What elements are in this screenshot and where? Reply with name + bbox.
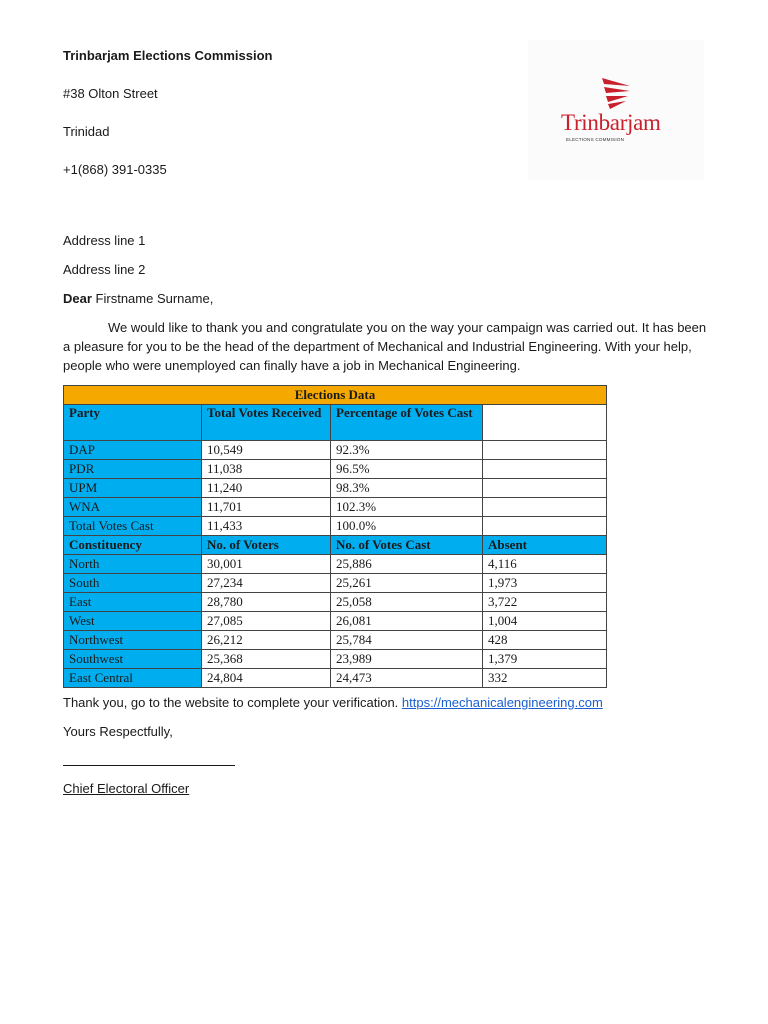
table-cell: 3,722	[483, 593, 607, 612]
table-cell: 10,549	[202, 441, 331, 460]
sign-off: Yours Respectfully,	[63, 724, 173, 739]
table-row	[64, 593, 607, 612]
table-row	[64, 460, 607, 479]
table-cell: 26,212	[202, 631, 331, 650]
table-title: Elections Data	[64, 386, 607, 405]
table-row	[64, 555, 607, 574]
table-cell: 23,989	[331, 650, 483, 669]
recipient-address-line-2: Address line 2	[63, 262, 146, 277]
table-cell: Northwest	[64, 631, 202, 650]
table-cell: Southwest	[64, 650, 202, 669]
logo-subtitle: ELECTIONS COMMISION	[566, 137, 625, 142]
recipient-address-line-1: Address line 1	[63, 233, 146, 248]
table-cell: 25,784	[331, 631, 483, 650]
table-cell: 27,085	[202, 612, 331, 631]
constituency-header-cell: No. of Voters	[202, 536, 331, 555]
table-cell: 92.3%	[331, 441, 483, 460]
logo-wordmark: Trinbarjam	[561, 110, 661, 135]
commission-logo	[528, 40, 704, 180]
body-paragraph	[63, 318, 713, 375]
table-row	[64, 517, 607, 536]
table-cell: 24,473	[331, 669, 483, 688]
table-cell: WNA	[64, 498, 202, 517]
verification-text: Thank you, go to the website to complete your verification.	[63, 695, 399, 710]
table-cell: East Central	[64, 669, 202, 688]
table-cell: 1,379	[483, 650, 607, 669]
table-cell	[483, 479, 607, 498]
party-header-cell: Total Votes Received	[202, 405, 331, 441]
table-cell: 28,780	[202, 593, 331, 612]
table-row	[64, 441, 607, 460]
table-cell: Total Votes Cast	[64, 517, 202, 536]
table-cell: 1,004	[483, 612, 607, 631]
signer-title: Chief Electoral Officer	[63, 781, 190, 796]
table-row	[64, 669, 607, 688]
party-header-row	[64, 405, 607, 441]
table-cell: 30,001	[202, 555, 331, 574]
constituency-header-cell: Constituency	[64, 536, 202, 555]
body-paragraph-text: We would like to thank you and congratulate you on the way your campaign was carried out. It has been a pleasure for you to be the head of the department of Mechanical and Industrial Engineering. With your help, people who were unemployed can finally have a job in Mechanical Engineering.	[63, 320, 707, 373]
table-row	[64, 650, 607, 669]
table-cell: 1,973	[483, 574, 607, 593]
sender-street: #38 Olton Street	[63, 86, 158, 101]
party-header-cell: Party	[64, 405, 202, 441]
salutation-name: Firstname Surname,	[95, 291, 214, 306]
table-cell: PDR	[64, 460, 202, 479]
table-cell: South	[64, 574, 202, 593]
table-cell: 25,261	[331, 574, 483, 593]
party-header-cell	[483, 405, 607, 441]
signature-line	[63, 757, 235, 766]
constituency-header-cell: Absent	[483, 536, 607, 555]
verification-line	[63, 695, 603, 710]
verification-link[interactable]: https://mechanicalengineering.com	[401, 695, 603, 710]
table-cell: 4,116	[483, 555, 607, 574]
table-row	[64, 631, 607, 650]
elections-data-table	[63, 385, 607, 688]
table-cell: 11,038	[202, 460, 331, 479]
table-cell: 11,433	[202, 517, 331, 536]
table-cell: 25,058	[331, 593, 483, 612]
table-cell: 98.3%	[331, 479, 483, 498]
table-cell: 24,804	[202, 669, 331, 688]
constituency-header-row	[64, 536, 607, 555]
table-cell: West	[64, 612, 202, 631]
table-cell: North	[64, 555, 202, 574]
table-cell: 25,368	[202, 650, 331, 669]
table-row	[64, 574, 607, 593]
table-cell	[483, 498, 607, 517]
table-cell: 96.5%	[331, 460, 483, 479]
constituency-header-cell: No. of Votes Cast	[331, 536, 483, 555]
table-cell	[483, 517, 607, 536]
table-title-row	[64, 386, 607, 405]
flag-emblem-icon	[600, 76, 632, 110]
table-cell: 11,701	[202, 498, 331, 517]
table-cell: 27,234	[202, 574, 331, 593]
table-cell	[483, 460, 607, 479]
table-cell: 100.0%	[331, 517, 483, 536]
salutation	[63, 291, 213, 306]
table-cell: DAP	[64, 441, 202, 460]
table-cell: 26,081	[331, 612, 483, 631]
salutation-dear: Dear	[63, 291, 92, 306]
table-cell: 102.3%	[331, 498, 483, 517]
sender-org-name: Trinbarjam Elections Commission	[63, 48, 273, 63]
table-row	[64, 498, 607, 517]
table-row	[64, 612, 607, 631]
table-cell: East	[64, 593, 202, 612]
sender-phone: +1(868) 391-0335	[63, 162, 167, 177]
table-cell	[483, 441, 607, 460]
sender-country: Trinidad	[63, 124, 110, 139]
party-header-cell: Percentage of Votes Cast	[331, 405, 483, 441]
table-cell: 11,240	[202, 479, 331, 498]
table-cell: UPM	[64, 479, 202, 498]
table-cell: 428	[483, 631, 607, 650]
table-cell: 25,886	[331, 555, 483, 574]
table-cell: 332	[483, 669, 607, 688]
table-row	[64, 479, 607, 498]
